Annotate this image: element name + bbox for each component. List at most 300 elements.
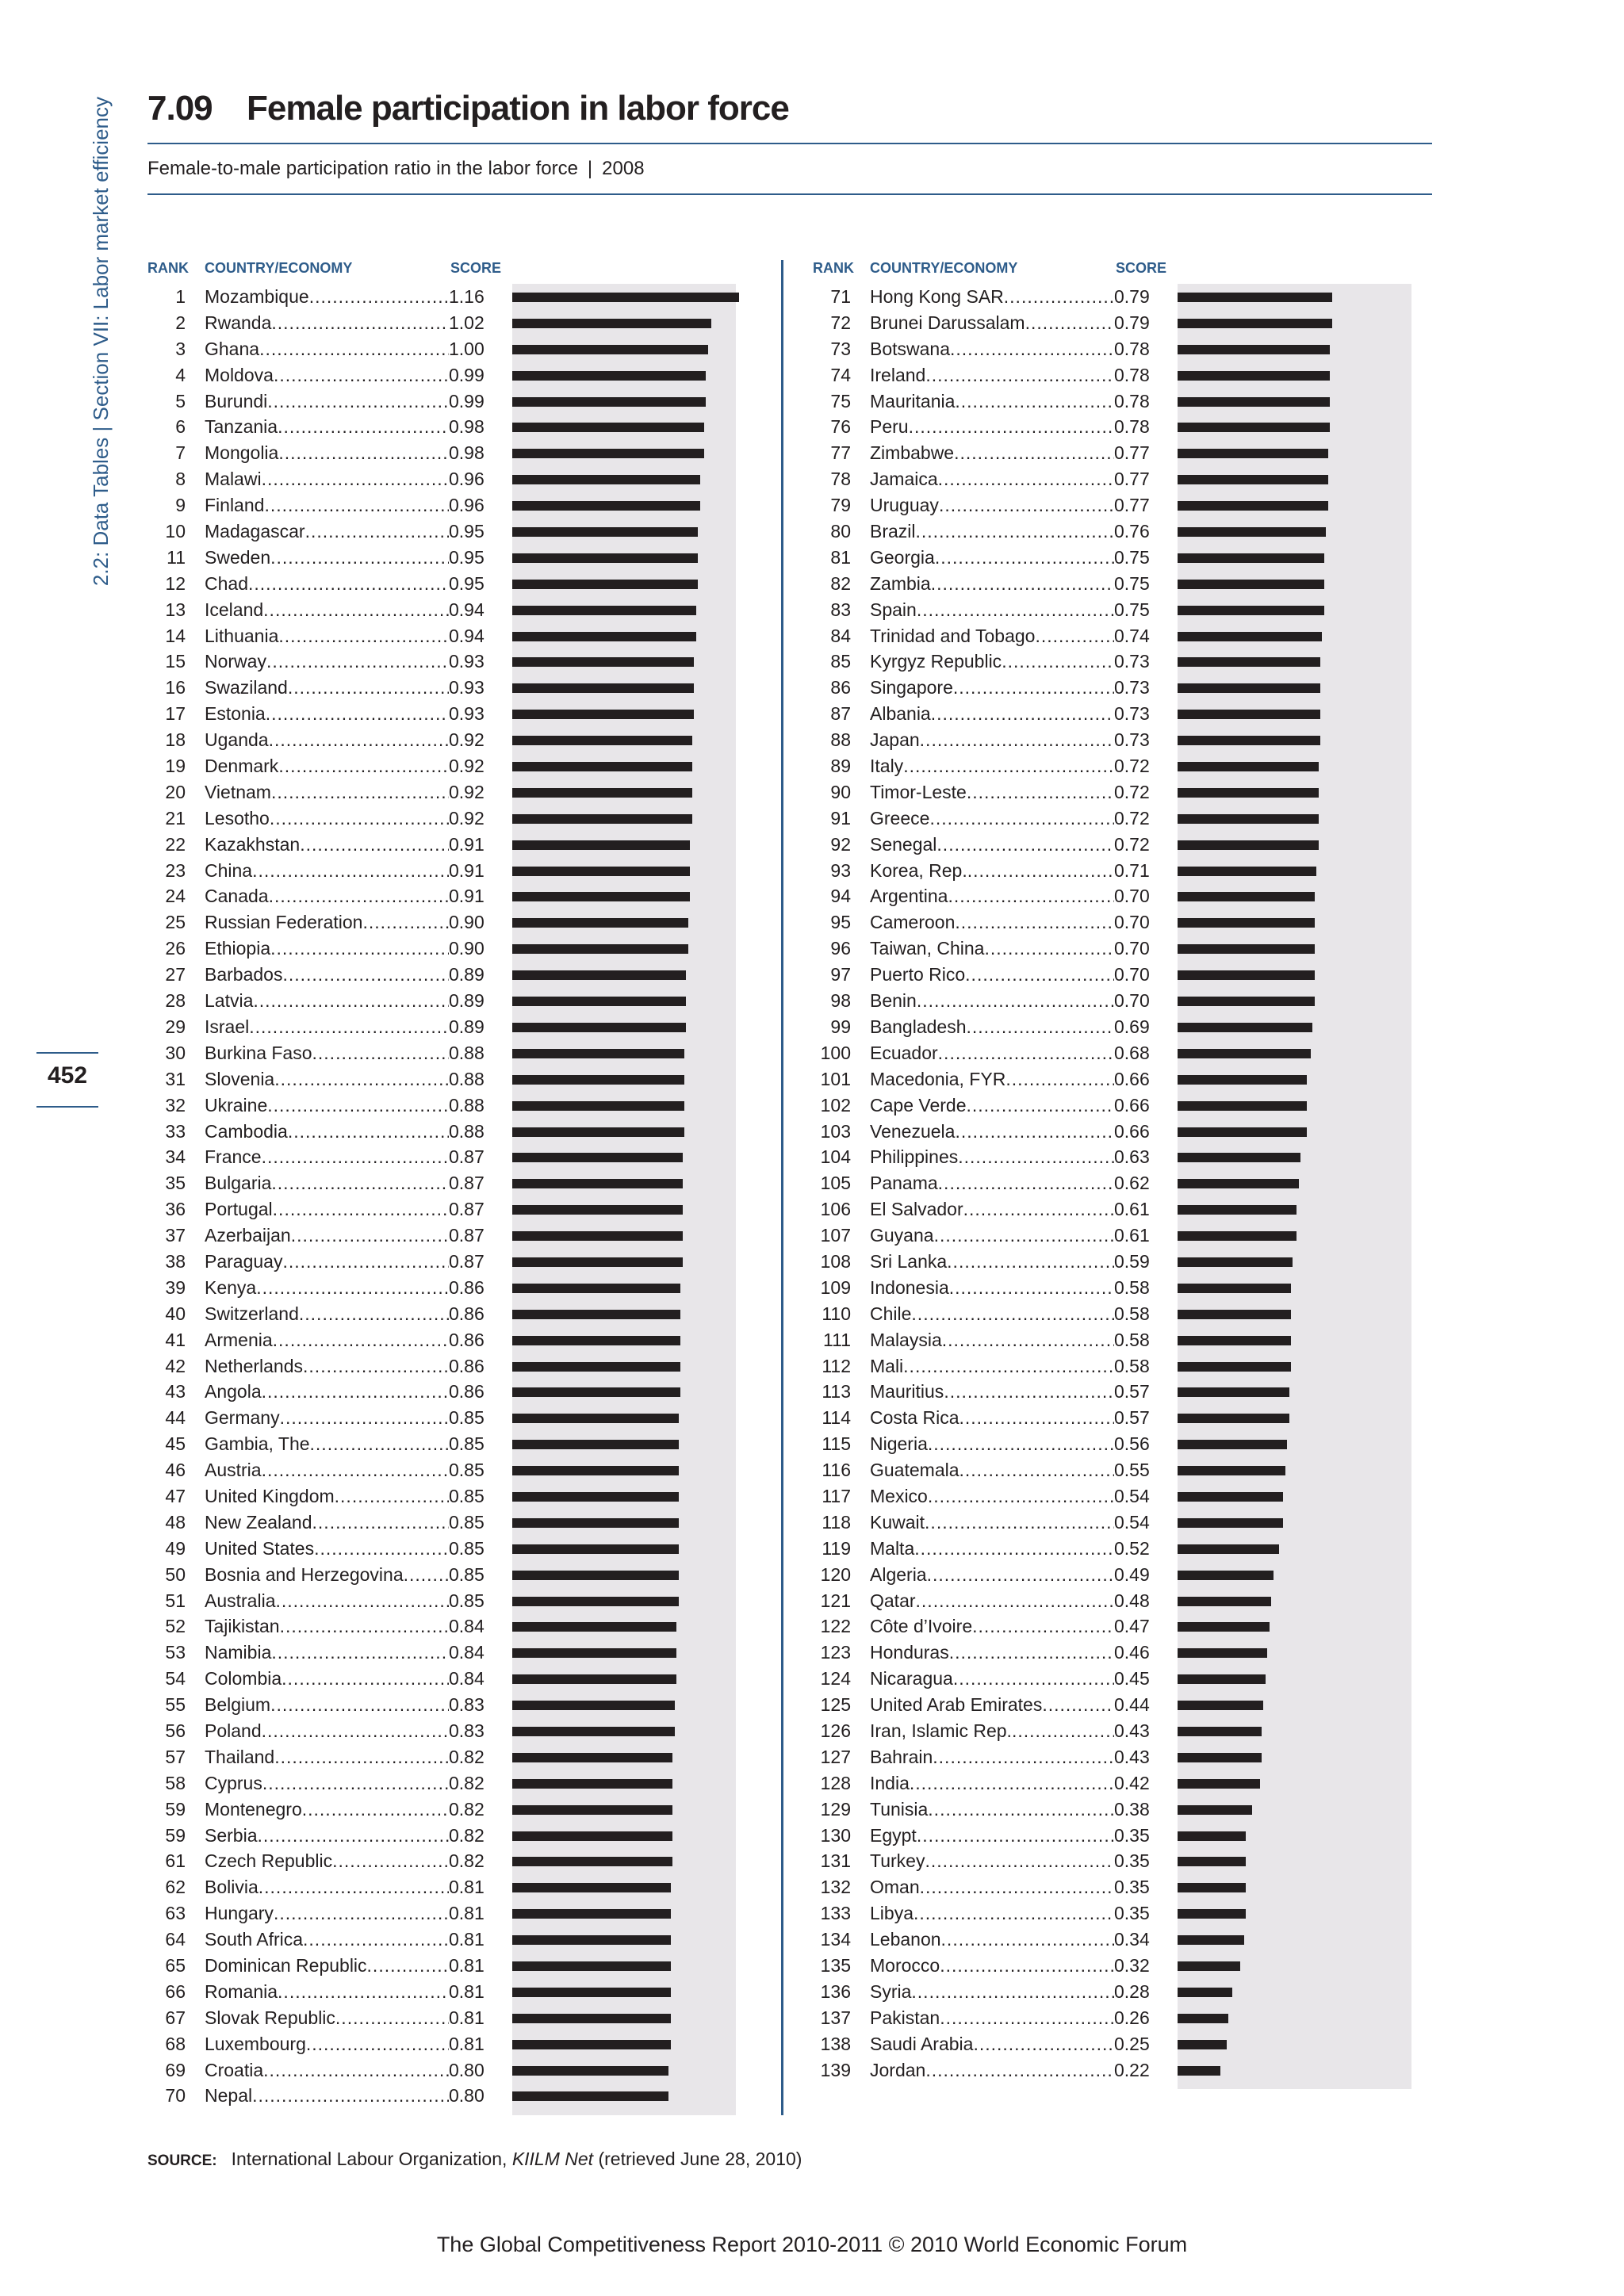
score-cell: 0.87 — [449, 1146, 487, 1168]
rank-cell: 86 — [830, 677, 851, 698]
rank-cell: 89 — [830, 756, 851, 777]
score-cell: 0.90 — [449, 938, 487, 959]
table-row — [813, 1014, 1415, 1040]
table-row — [813, 545, 1415, 571]
rank-cell: 18 — [165, 729, 186, 751]
score-cell: 0.88 — [449, 1069, 487, 1090]
table-row — [813, 597, 1415, 623]
country-cell: Finland ..... — [205, 495, 449, 516]
page-number-rule — [36, 1106, 98, 1108]
rank-cell: 39 — [165, 1276, 186, 1298]
score-cell: 0.87 — [449, 1251, 487, 1272]
rank-cell: 75 — [830, 390, 851, 411]
country-cell: Sweden ..... — [205, 547, 449, 568]
rank-cell: 16 — [165, 677, 186, 698]
country-cell: Morocco ..... — [870, 1955, 1114, 1976]
country-cell: Bosnia and Herzegovina ..... — [205, 1564, 449, 1586]
rank-cell: 34 — [165, 1146, 186, 1168]
score-cell: 0.66 — [1114, 1069, 1152, 1090]
score-cell: 0.91 — [449, 860, 487, 882]
country-cell: Nicaragua ..... — [870, 1668, 1114, 1689]
rank-cell: 98 — [830, 990, 851, 1012]
rank-cell: 28 — [165, 990, 186, 1012]
country-cell: United Arab Emirates ..... — [870, 1694, 1114, 1716]
country-cell: France ..... — [205, 1146, 449, 1168]
country-cell: Georgia ..... — [870, 547, 1114, 568]
score-bar — [1178, 632, 1322, 641]
rank-cell: 63 — [165, 1903, 186, 1924]
country-cell: Bulgaria ..... — [205, 1173, 449, 1194]
score-bar — [512, 1153, 683, 1162]
score-bar — [512, 319, 711, 328]
rank-cell: 119 — [822, 1537, 851, 1559]
score-cell: 0.48 — [1114, 1590, 1152, 1612]
score-cell: 0.66 — [1114, 1095, 1152, 1116]
country-cell: Honduras ..... — [870, 1642, 1114, 1663]
rank-cell: 7 — [175, 442, 186, 464]
score-cell: 0.73 — [1114, 729, 1152, 751]
country-cell: Portugal ..... — [205, 1199, 449, 1220]
table-row — [813, 1640, 1415, 1666]
score-bar — [1178, 501, 1328, 511]
rank-cell: 118 — [822, 1511, 851, 1533]
country-cell: Ireland ..... — [870, 365, 1114, 386]
rank-cell: 23 — [165, 859, 186, 881]
rank-cell: 101 — [820, 1068, 851, 1089]
country-cell: United States ..... — [205, 1538, 449, 1559]
score-cell: 0.81 — [449, 1955, 487, 1976]
score-cell: 0.92 — [449, 782, 487, 803]
score-cell: 0.83 — [449, 1694, 487, 1716]
score-bar — [512, 1961, 671, 1971]
score-cell: 0.85 — [449, 1512, 487, 1533]
score-bar — [512, 840, 690, 850]
country-cell: Bahrain ..... — [870, 1747, 1114, 1768]
table-row — [147, 362, 750, 388]
rank-cell: 79 — [830, 495, 851, 516]
source-org: International Labour Organization, — [231, 2149, 508, 2169]
country-cell: Senegal ..... — [870, 834, 1114, 855]
score-bar — [1178, 1597, 1271, 1606]
table-row — [813, 1823, 1415, 1849]
score-bar — [1178, 2014, 1228, 2023]
country-cell: Zimbabwe ..... — [870, 442, 1114, 464]
source-retrieved: (retrieved June 28, 2010) — [598, 2149, 802, 2169]
score-bar — [512, 1909, 671, 1919]
country-cell: Iceland ..... — [205, 599, 449, 621]
rank-cell: 90 — [830, 781, 851, 802]
score-cell: 0.62 — [1114, 1173, 1152, 1194]
rank-cell: 130 — [820, 1824, 851, 1846]
table-row — [147, 858, 750, 884]
score-bar — [1178, 1571, 1274, 1580]
rank-cell: 5 — [175, 390, 186, 411]
country-cell: Tajikistan ..... — [205, 1616, 449, 1637]
country-cell: Guatemala ..... — [870, 1460, 1114, 1481]
table-row — [147, 909, 750, 936]
score-bar — [1178, 1961, 1240, 1971]
score-bar — [1178, 1257, 1293, 1267]
country-cell: United Kingdom ..... — [205, 1486, 449, 1507]
country-cell: Oman ..... — [870, 1877, 1114, 1898]
table-row — [813, 1093, 1415, 1119]
table-row — [147, 1353, 750, 1380]
rank-cell: 120 — [820, 1563, 851, 1585]
rank-cell: 52 — [165, 1616, 186, 1637]
score-cell: 0.58 — [1114, 1277, 1152, 1299]
table-row — [813, 675, 1415, 701]
country-cell: India ..... — [870, 1773, 1114, 1794]
page-title: Female participation in labor force — [247, 89, 789, 128]
section-number: 7.09 — [147, 89, 213, 128]
rank-cell: 122 — [820, 1616, 851, 1637]
score-cell: 0.70 — [1114, 912, 1152, 933]
table-row — [813, 1666, 1415, 1692]
score-bar — [1178, 1023, 1312, 1032]
score-cell: 0.52 — [1114, 1538, 1152, 1559]
score-cell: 0.82 — [449, 1799, 487, 1820]
table-row — [147, 2057, 750, 2084]
country-cell: New Zealand ..... — [205, 1512, 449, 1533]
subtitle-row — [147, 144, 1432, 193]
score-bar — [1178, 1701, 1263, 1710]
rank-cell: 138 — [820, 2033, 851, 2054]
country-cell: Singapore ..... — [870, 677, 1114, 698]
rank-cell: 9 — [175, 495, 186, 516]
rank-cell: 125 — [820, 1694, 851, 1716]
rank-cell: 66 — [165, 1980, 186, 2002]
country-cell: Russian Federation ..... — [205, 912, 449, 933]
country-cell: Brazil ..... — [870, 521, 1114, 542]
table-row — [147, 1066, 750, 1093]
score-bar — [1178, 1101, 1307, 1111]
score-cell: 0.79 — [1114, 312, 1152, 334]
country-cell: Albania ..... — [870, 703, 1114, 725]
column-divider — [781, 260, 783, 2115]
country-cell: Slovenia ..... — [205, 1069, 449, 1090]
score-cell: 0.87 — [449, 1173, 487, 1194]
table-row — [813, 1953, 1415, 1979]
score-cell: 0.45 — [1114, 1668, 1152, 1689]
score-cell: 0.74 — [1114, 626, 1152, 647]
table-row — [147, 545, 750, 571]
score-bar — [1178, 1831, 1246, 1841]
table-row — [147, 1223, 750, 1249]
score-bar — [1178, 683, 1320, 693]
score-bar — [1178, 397, 1330, 407]
table-row — [147, 597, 750, 623]
rank-cell: 113 — [822, 1381, 851, 1402]
score-cell: 0.34 — [1114, 1929, 1152, 1950]
table-row — [147, 1613, 750, 1640]
score-bar — [512, 580, 698, 589]
score-bar — [1178, 736, 1320, 745]
score-cell: 0.73 — [1114, 651, 1152, 672]
rank-cell: 69 — [165, 2059, 186, 2080]
table-row — [813, 2057, 1415, 2084]
rank-cell: 99 — [830, 1016, 851, 1037]
country-cell: Mexico ..... — [870, 1486, 1114, 1507]
table-row — [147, 1927, 750, 1953]
rank-header: RANK — [147, 260, 189, 276]
score-cell: 0.81 — [449, 2034, 487, 2055]
country-cell: Taiwan, China ..... — [870, 938, 1114, 959]
score-cell: 0.84 — [449, 1668, 487, 1689]
rank-cell: 22 — [165, 833, 186, 855]
table-row — [147, 779, 750, 806]
rank-cell: 72 — [830, 312, 851, 333]
table-row — [147, 1119, 750, 1145]
country-cell: Estonia ..... — [205, 703, 449, 725]
table-row — [813, 310, 1415, 336]
country-cell: Kuwait ..... — [870, 1512, 1114, 1533]
table-row — [813, 832, 1415, 858]
table-row — [813, 1536, 1415, 1562]
rank-cell: 38 — [165, 1250, 186, 1272]
table-row — [147, 1900, 750, 1927]
score-cell: 0.58 — [1114, 1303, 1152, 1325]
table-row — [147, 1170, 750, 1196]
country-cell: Japan ..... — [870, 729, 1114, 751]
country-cell: Burundi ..... — [205, 391, 449, 412]
score-bar — [512, 1179, 683, 1188]
score-bar — [512, 918, 688, 928]
country-cell: Chad ..... — [205, 573, 449, 595]
rank-cell: 67 — [165, 2007, 186, 2028]
rank-cell: 20 — [165, 781, 186, 802]
score-cell: 0.88 — [449, 1095, 487, 1116]
score-bar — [1178, 710, 1320, 719]
table-row — [147, 519, 750, 545]
source-note — [147, 2149, 802, 2170]
country-cell: Israel ..... — [205, 1016, 449, 1038]
table-row — [813, 988, 1415, 1014]
rank-cell: 104 — [820, 1146, 851, 1168]
score-bar — [512, 736, 692, 745]
country-cell: Serbia ..... — [205, 1825, 449, 1846]
table-row — [813, 909, 1415, 936]
score-cell: 0.72 — [1114, 782, 1152, 803]
score-bar — [1178, 1049, 1311, 1058]
score-cell: 0.84 — [449, 1642, 487, 1663]
table-row — [813, 440, 1415, 466]
country-cell: Barbados ..... — [205, 964, 449, 985]
country-cell: Pakistan ..... — [870, 2007, 1114, 2029]
score-cell: 0.57 — [1114, 1407, 1152, 1429]
score-bar — [512, 1414, 679, 1423]
score-cell: 0.81 — [449, 1903, 487, 1924]
rank-cell: 8 — [175, 469, 186, 490]
table-row — [147, 1562, 750, 1588]
score-bar — [1178, 345, 1330, 354]
table-row — [813, 1979, 1415, 2005]
country-cell: Cameroon ..... — [870, 912, 1114, 933]
score-bar — [1178, 475, 1328, 484]
score-bar — [1178, 814, 1319, 824]
rank-cell: 131 — [820, 1850, 851, 1872]
rank-cell: 14 — [165, 625, 186, 646]
table-row — [147, 962, 750, 988]
rank-cell: 10 — [165, 521, 186, 542]
score-cell: 0.38 — [1114, 1799, 1152, 1820]
country-cell: Burkina Faso ..... — [205, 1043, 449, 1064]
country-cell: Namibia ..... — [205, 1642, 449, 1663]
score-bar — [512, 1831, 672, 1841]
table-row — [147, 571, 750, 597]
country-cell: Nigeria ..... — [870, 1433, 1114, 1455]
score-cell: 0.55 — [1114, 1460, 1152, 1481]
table-row — [813, 623, 1415, 649]
rank-cell: 6 — [175, 416, 186, 438]
score-cell: 0.94 — [449, 599, 487, 621]
table-row — [813, 1040, 1415, 1066]
rank-cell: 111 — [823, 1329, 851, 1350]
table-row — [813, 1770, 1415, 1797]
table-row — [147, 2031, 750, 2057]
score-cell: 0.81 — [449, 1981, 487, 2003]
score-cell: 0.83 — [449, 1720, 487, 1742]
country-cell: Cyprus ..... — [205, 1773, 449, 1794]
score-bar — [1178, 1284, 1291, 1293]
rank-cell: 135 — [820, 1955, 851, 1976]
country-cell: Latvia ..... — [205, 990, 449, 1012]
score-cell: 0.80 — [449, 2060, 487, 2081]
score-cell: 0.84 — [449, 1616, 487, 1637]
country-header: COUNTRY/ECONOMY — [205, 260, 353, 276]
score-bar — [1178, 918, 1315, 928]
rank-cell: 47 — [165, 1485, 186, 1506]
table-row — [147, 701, 750, 727]
score-bar — [1178, 449, 1328, 458]
rank-cell: 49 — [165, 1537, 186, 1559]
rank-cell: 115 — [822, 1433, 851, 1455]
table-row — [813, 1066, 1415, 1093]
score-cell: 0.88 — [449, 1043, 487, 1064]
table-row — [147, 284, 750, 310]
score-bar — [512, 1336, 680, 1345]
country-cell: Belgium ..... — [205, 1694, 449, 1716]
rank-cell: 41 — [165, 1329, 186, 1350]
country-cell: Lithuania ..... — [205, 626, 449, 647]
score-cell: 0.78 — [1114, 416, 1152, 438]
score-bar — [512, 1075, 684, 1085]
rank-cell: 134 — [820, 1929, 851, 1950]
score-bar — [512, 1205, 683, 1215]
score-cell: 0.54 — [1114, 1486, 1152, 1507]
score-bar — [512, 1284, 680, 1293]
page-number-rule — [36, 1052, 98, 1054]
table-row — [147, 1797, 750, 1823]
source-work: KIILM Net — [511, 2149, 594, 2169]
score-bar — [1178, 371, 1330, 381]
rank-cell: 44 — [165, 1407, 186, 1429]
score-bar — [512, 1387, 680, 1397]
country-cell: Malawi ..... — [205, 469, 449, 490]
score-cell: 0.49 — [1114, 1564, 1152, 1586]
table-row — [813, 779, 1415, 806]
rank-cell: 114 — [822, 1407, 851, 1429]
table-row — [813, 1900, 1415, 1927]
score-cell: 0.85 — [449, 1486, 487, 1507]
score-cell: 0.86 — [449, 1381, 487, 1402]
country-cell: Peru ..... — [870, 416, 1114, 438]
country-cell: Qatar ..... — [870, 1590, 1114, 1612]
rank-cell: 133 — [820, 1903, 851, 1924]
table-row — [813, 1144, 1415, 1170]
score-bar — [512, 1883, 671, 1892]
score-cell: 0.44 — [1114, 1694, 1152, 1716]
score-cell: 0.89 — [449, 964, 487, 985]
score-cell: 0.85 — [449, 1407, 487, 1429]
country-cell: Egypt ..... — [870, 1825, 1114, 1846]
score-cell: 0.86 — [449, 1303, 487, 1325]
rank-cell: 35 — [165, 1173, 186, 1194]
score-cell: 0.75 — [1114, 547, 1152, 568]
score-bar — [1178, 319, 1332, 328]
rank-cell: 13 — [165, 599, 186, 620]
score-header: SCORE — [450, 260, 502, 276]
score-cell: 0.77 — [1114, 469, 1152, 490]
country-cell: Italy ..... — [870, 756, 1114, 777]
score-cell: 0.93 — [449, 703, 487, 725]
country-cell: Hong Kong SAR ..... — [870, 286, 1114, 308]
country-cell: Malaysia ..... — [870, 1330, 1114, 1351]
score-bar — [512, 345, 708, 354]
country-cell: Croatia ..... — [205, 2060, 449, 2081]
score-cell: 0.35 — [1114, 1877, 1152, 1898]
score-bar — [1178, 1779, 1260, 1789]
country-cell: Philippines ..... — [870, 1146, 1114, 1168]
table-row — [813, 571, 1415, 597]
score-header: SCORE — [1116, 260, 1167, 276]
table-row — [147, 1823, 750, 1849]
table-row — [813, 1379, 1415, 1405]
score-bar — [1178, 997, 1315, 1006]
score-cell: 0.91 — [449, 834, 487, 855]
country-cell: Canada ..... — [205, 886, 449, 907]
table-row — [813, 1562, 1415, 1588]
country-cell: Dominican Republic ..... — [205, 1955, 449, 1976]
score-bar — [1178, 1492, 1283, 1502]
score-cell: 0.86 — [449, 1330, 487, 1351]
score-bar — [512, 710, 694, 719]
table-row — [813, 519, 1415, 545]
score-cell: 0.70 — [1114, 990, 1152, 1012]
rank-cell: 70 — [165, 2085, 186, 2107]
score-cell: 0.61 — [1114, 1225, 1152, 1246]
rank-cell: 132 — [820, 1877, 851, 1898]
score-bar — [1178, 1883, 1246, 1892]
country-cell: Paraguay ..... — [205, 1251, 449, 1272]
score-bar — [512, 553, 698, 563]
table-row — [813, 1275, 1415, 1301]
rank-cell: 43 — [165, 1381, 186, 1402]
rank-cell: 76 — [830, 416, 851, 438]
score-bar — [512, 944, 688, 954]
score-cell: 0.54 — [1114, 1512, 1152, 1533]
score-bar — [1178, 1648, 1267, 1658]
score-bar — [1178, 1857, 1246, 1866]
country-cell: Switzerland ..... — [205, 1303, 449, 1325]
score-cell: 0.70 — [1114, 938, 1152, 959]
score-bar — [512, 1779, 672, 1789]
score-cell: 1.16 — [449, 286, 487, 308]
table-row — [147, 1379, 750, 1405]
score-cell: 0.98 — [449, 416, 487, 438]
country-cell: Madagascar ..... — [205, 521, 449, 542]
score-bar — [512, 1988, 671, 1997]
score-cell: 0.47 — [1114, 1616, 1152, 1637]
